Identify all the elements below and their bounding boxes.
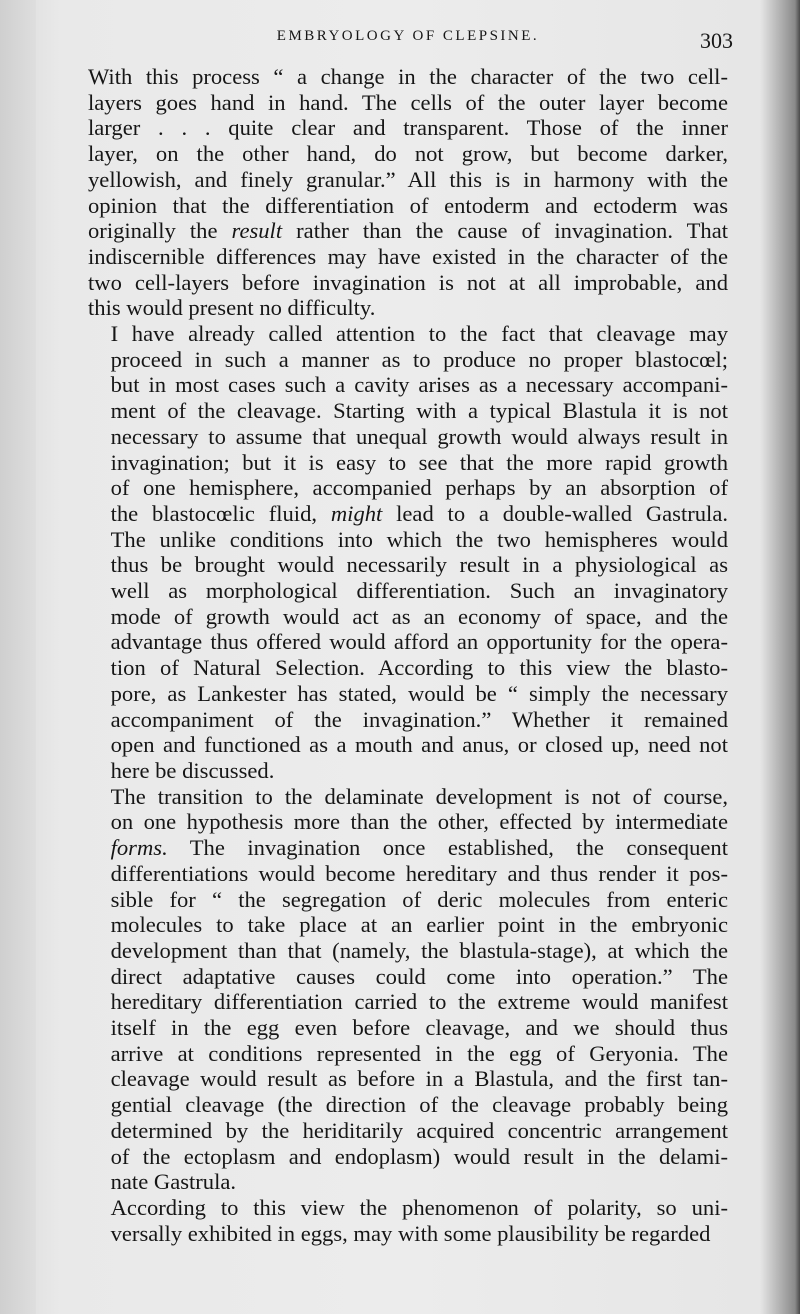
text-line: forms. The invagination once established, the consequent xyxy=(110,835,728,861)
text-line: pore, as Lankester has stated, would be “ simply the necessary xyxy=(110,680,728,706)
text-line: itself in the egg even before cleavage, and we should thus xyxy=(110,1015,728,1041)
text-line: hereditary differentiation carried to the extreme would manifest xyxy=(110,989,728,1015)
running-title: EMBRYOLOGY OF CLEPSINE. xyxy=(276,28,540,44)
text-line: cleavage would result as before in a Blastula, and the first tan- xyxy=(110,1066,728,1092)
text-line: necessary to assume that unequal growth would always result in xyxy=(110,423,728,449)
text-line: of the ectoplasm and endoplasm) would result in the delami- xyxy=(110,1143,728,1169)
text-line: I have already called attention to the fact that cleavage may xyxy=(110,321,728,347)
text-line: advantage thus offered would afford an opportunity for the opera- xyxy=(110,629,728,655)
text-line: mode of growth would act as an economy of space, and the xyxy=(110,603,728,629)
paragraph-2 xyxy=(88,321,728,784)
text-line: differentiations would become hereditary and thus render it pos- xyxy=(110,860,728,886)
text-line: layer, on the other hand, do not grow, but become darker, xyxy=(88,141,728,167)
book-page xyxy=(88,22,733,1246)
paragraph-1 xyxy=(88,64,728,321)
text-line: The transition to the delaminate development is not of course, xyxy=(110,783,728,809)
text-line: versally exhibited in eggs, may with some plausibility be regarded xyxy=(110,1220,711,1246)
text-line: opinion that the differentiation of entoderm and ectoderm was xyxy=(88,192,728,218)
text-line: here be discussed. xyxy=(110,757,275,783)
text-line: gential cleavage (the direction of the cleavage probably being xyxy=(110,1092,728,1118)
text-line: arrive at conditions represented in the egg of Geryonia. The xyxy=(110,1040,728,1066)
page-body xyxy=(88,64,728,1246)
italic-word: might xyxy=(330,500,383,526)
text-line: thus be brought would necessarily result in a physiological as xyxy=(110,552,728,578)
page-number: 303 xyxy=(700,28,733,53)
text-line: the blastocœlic fluid, might lead to a double-walled Gastrula. xyxy=(110,500,729,526)
page-header xyxy=(88,22,733,64)
text-line: indiscernible differences may have existed in the character of the xyxy=(88,243,728,269)
text-line: ment of the cleavage. Starting with a typical Blastula it is not xyxy=(110,398,728,424)
text-line: invagination; but it is easy to see that the more rapid growth xyxy=(110,449,728,475)
text-line: originally the result rather than the cause of invagination. That xyxy=(88,218,728,244)
text-line: layers goes hand in hand. The cells of the outer layer become xyxy=(88,89,728,115)
paragraph-3 xyxy=(88,784,728,1195)
text-line: yellowish, and finely granular.” All this is in harmony with the xyxy=(88,166,728,192)
text-line: open and functioned as a mouth and anus, or closed up, need not xyxy=(110,732,728,758)
text-line: nate Gastrula. xyxy=(110,1169,237,1195)
text-line: With this process “ a change in the character of the two cell- xyxy=(88,64,728,89)
page-gutter-shadow xyxy=(0,0,36,1314)
text-line: determined by the heriditarily acquired concentric arrangement xyxy=(110,1117,728,1143)
text-line: this would present no difficulty. xyxy=(88,295,376,321)
text-line: two cell-layers before invagination is not at all improbable, and xyxy=(88,269,728,295)
italic-word: result xyxy=(231,218,283,244)
text-line: sible for “ the segregation of deric molecules from enteric xyxy=(110,886,728,912)
text-line: of one hemisphere, accompanied perhaps by an absorption of xyxy=(110,475,728,501)
italic-word: forms. xyxy=(110,835,168,861)
text-line: molecules to take place at an earlier point in the embryonic xyxy=(110,912,728,938)
text-line: proceed in such a manner as to produce no proper blastocœl; xyxy=(110,346,728,372)
text-line: on one hypothesis more than the other, effected by intermediate xyxy=(110,809,728,835)
text-line: accompaniment of the invagination.” Whether it remained xyxy=(110,706,728,732)
text-line: The unlike conditions into which the two hemispheres would xyxy=(110,526,728,552)
text-line: well as morphological differentiation. Such an invaginatory xyxy=(110,578,728,604)
text-line: larger . . . quite clear and transparent. Those of the inner xyxy=(88,115,728,141)
text-line: direct adaptative causes could come into operation.” The xyxy=(110,963,728,989)
paragraph-4 xyxy=(88,1195,728,1246)
text-line: According to this view the phenomenon of polarity, so uni- xyxy=(110,1194,728,1220)
text-line: but in most cases such a cavity arises as a necessary accompani- xyxy=(110,372,728,398)
text-line: development than that (namely, the blastula-stage), at which the xyxy=(110,937,728,963)
text-line: tion of Natural Selection. According to this view the blasto- xyxy=(110,655,728,681)
